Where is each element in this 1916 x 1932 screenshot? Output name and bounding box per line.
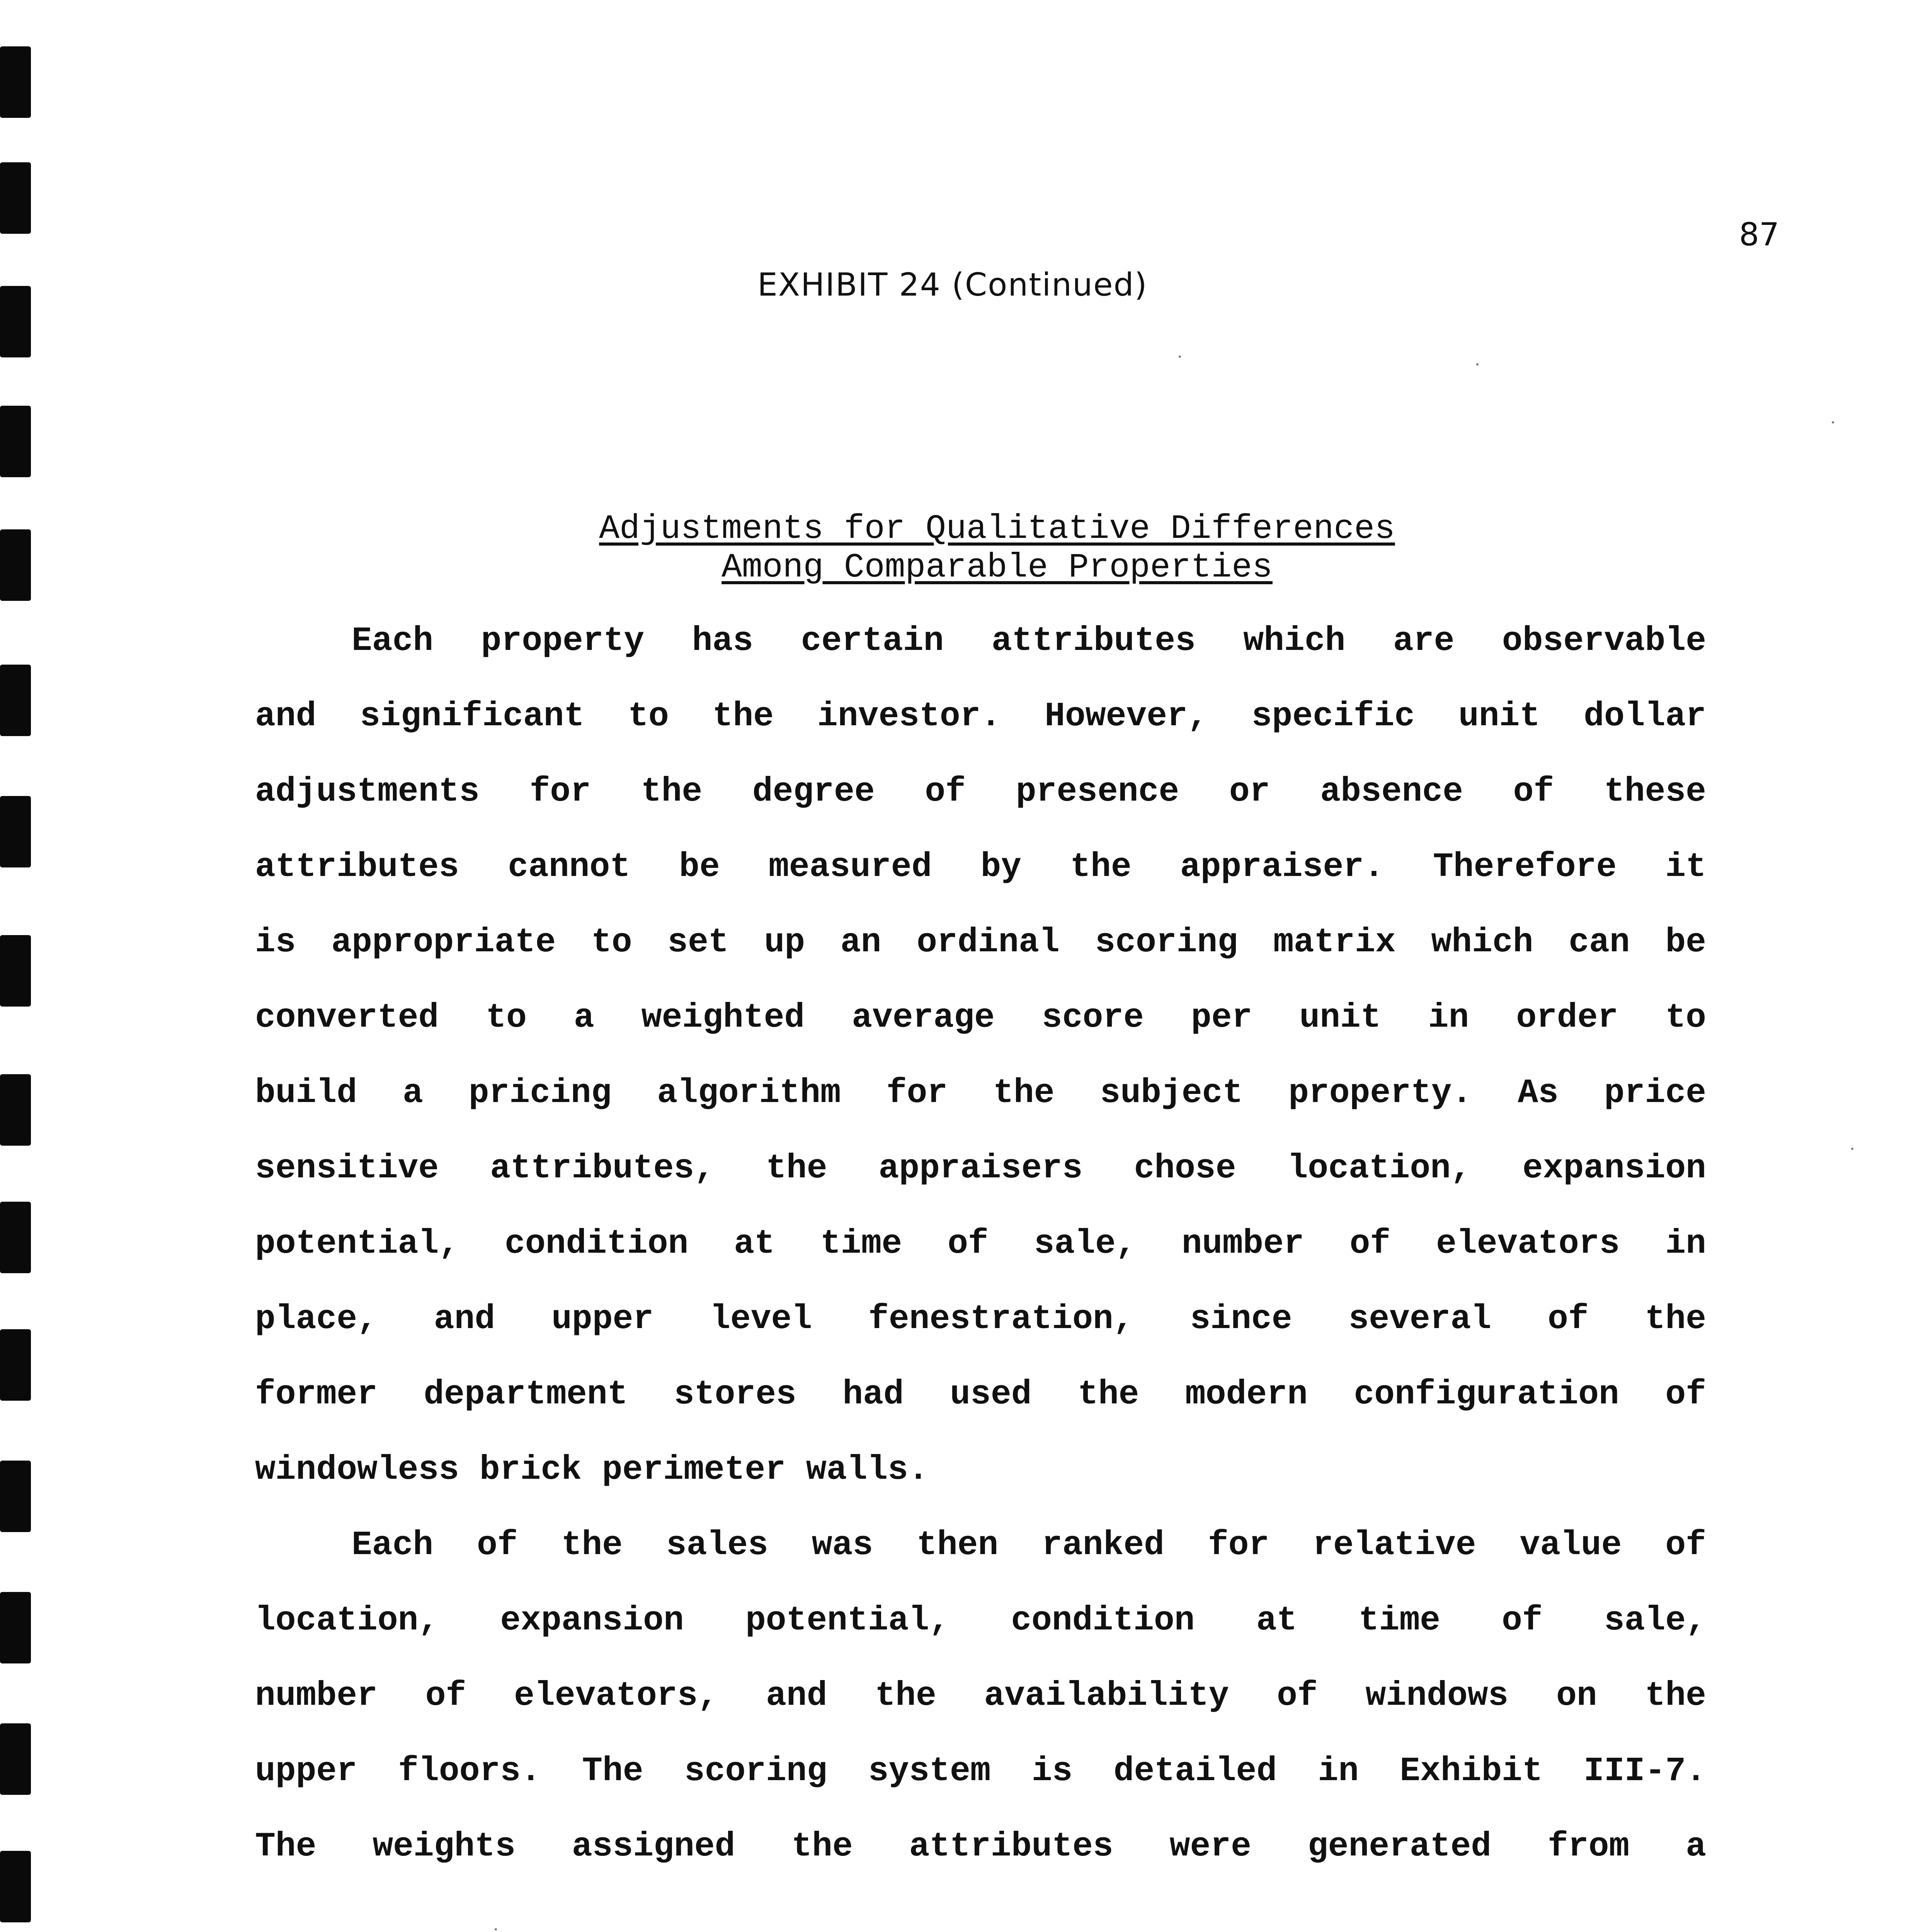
text-line: sensitive attributes, the appraisers chose location, expansion	[255, 1150, 1706, 1188]
text-line: potential, condition at time of sale, number of elevators in	[255, 1225, 1706, 1263]
binding-mark	[0, 286, 31, 357]
text-line: Each property has certain attributes which are observable	[352, 622, 1706, 660]
text-line: converted to a weighted average score per unit in order to	[255, 999, 1706, 1037]
text-line: former department stores had used the modern configuration of	[255, 1376, 1706, 1414]
binding-mark	[0, 1723, 31, 1795]
binding-mark	[0, 529, 31, 601]
text-line: adjustments for the degree of presence or absence of these	[255, 773, 1706, 811]
scan-speck	[1851, 1148, 1853, 1150]
text-line: build a pricing algorithm for the subject property. As price	[255, 1074, 1706, 1112]
text-line: place, and upper level fenestration, since several of the	[255, 1300, 1706, 1338]
binding-mark	[0, 1592, 31, 1663]
text-line: upper floors. The scoring system is detailed in Exhibit III-7.	[255, 1752, 1706, 1791]
binding-mark	[0, 1329, 31, 1401]
binding-mark	[0, 1074, 31, 1146]
scan-speck	[495, 1928, 497, 1930]
text-line: number of elevators, and the availability of windows on the	[255, 1677, 1706, 1715]
scan-speck	[1832, 421, 1834, 423]
binding-mark	[0, 162, 31, 234]
text-line: windowless brick perimeter walls.	[255, 1451, 929, 1489]
binding-mark	[0, 1461, 31, 1532]
page-number: 87	[1739, 216, 1780, 253]
text-line: The weights assigned the attributes were generated from a	[255, 1828, 1706, 1866]
binding-mark	[0, 1202, 31, 1273]
section-title	[533, 510, 1461, 587]
exhibit-heading: EXHIBIT 24 (Continued)	[757, 267, 1148, 303]
binding-mark	[0, 1851, 31, 1922]
binding-mark	[0, 665, 31, 736]
binding-mark	[0, 46, 31, 118]
text-line: attributes cannot be measured by the appraiser. Therefore it	[255, 848, 1706, 886]
text-line: Each of the sales was then ranked for relative value of	[352, 1526, 1706, 1565]
section-title-line-1: Adjustments for Qualitative Differences	[599, 510, 1395, 548]
section-title-line-2: Among Comparable Properties	[721, 549, 1273, 587]
binding-mark	[0, 406, 31, 477]
text-line: and significant to the investor. However, specific unit dollar	[255, 697, 1706, 736]
binding-mark	[0, 935, 31, 1007]
binding-mark	[0, 796, 31, 867]
scan-speck	[1179, 355, 1181, 358]
text-line: is appropriate to set up an ordinal scoring matrix which can be	[255, 923, 1706, 962]
scan-speck	[1476, 363, 1479, 366]
text-line: location, expansion potential, condition at time of sale,	[255, 1602, 1706, 1640]
